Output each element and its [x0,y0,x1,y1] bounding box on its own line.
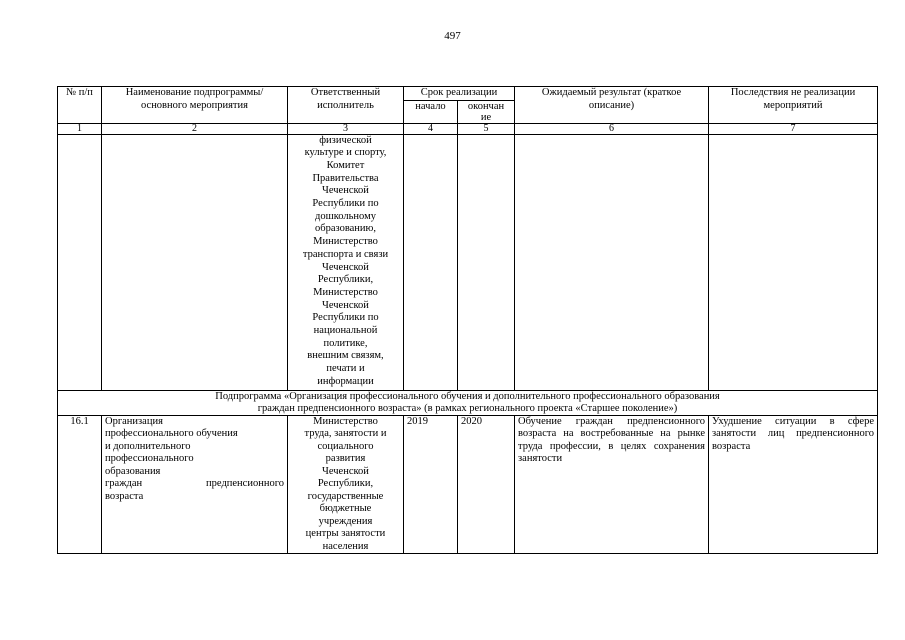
header-term: Срок реализации [404,87,515,101]
cont-start-cell [404,134,458,390]
name-line: образования [105,465,161,477]
row-executor [288,415,404,554]
cont-end-cell [458,134,515,390]
page-number: 497 [444,30,461,42]
header-result: Ожидаемый результат (краткое описание) [515,87,709,124]
row-num: 16.1 [58,415,102,554]
column-number: 3 [288,123,404,134]
executor-line: бюджетные [319,503,372,514]
column-number: 4 [404,123,458,134]
executor-line: социального [317,440,374,452]
cont-num-cell [58,134,102,390]
header-num: № п/п [58,87,102,124]
executor-line: политике, [323,337,368,349]
row-start-year: 2019 [404,415,458,554]
executor-line: печати и [326,363,365,375]
subprogram-row [58,390,878,415]
executor-line: Министерство [313,236,378,248]
name-line: граждан предпенсионного [105,478,284,489]
executor-line: дошкольному [315,210,376,222]
column-number: 5 [458,123,515,134]
executor-line: Министерство [313,286,378,298]
header-end-line: окончан [467,100,505,112]
executor-line: Чеченской [322,465,369,477]
subprogram-title-line: Подпрограмма «Организация профессионального обучения и дополнительного профессионального образования [215,390,720,402]
executor-line: образованию, [314,223,377,235]
executor-line: Комитет [326,159,365,171]
name-line: профессионального обучения [105,428,238,439]
executor-line: национальной [313,325,378,337]
executor-line: внешним связям, [307,350,384,362]
cont-executor-cell [288,134,404,390]
name-line: и дополнительного [105,440,191,452]
executor-line: физической [319,134,372,146]
cont-result-cell [515,134,709,390]
executor-line: Чеченской [322,299,369,311]
table-row [58,415,878,554]
name-line: возраста [105,490,144,502]
name-line: профессионального [105,453,194,464]
header-name: Наименование подпрограммы/ основного мероприятия [102,87,288,124]
subprogram-title [58,390,878,415]
cont-name-cell [102,134,288,390]
executor-line: населения [322,540,369,552]
executor-line: транспорта и связи [302,248,389,260]
executor-line: труда, занятости и [304,428,387,439]
executor-line: Республики, [317,274,374,286]
row-name [102,415,288,554]
continuation-row [58,134,878,390]
column-number: 6 [515,123,709,134]
column-number: 7 [709,123,878,134]
header-end [458,100,515,123]
executor-line: развития [325,453,366,464]
executor-line: государственные [307,490,384,502]
row-result: Обучение граждан предпенсионного возраста на востребованные на рынке труда профессии, в целях сохранения занятости [515,415,709,554]
row-consequences: Ухудшение ситуации в сфере занятости лиц предпенсионного возраста [709,415,878,554]
executor-line: Республики по [312,198,379,210]
executor-line: Чеченской [322,185,369,197]
executor-line: Республики по [312,312,379,324]
executor-line: Правительства [312,172,379,184]
executor-line: Министерство [313,415,378,427]
header-executor: Ответственный исполнитель [288,87,404,124]
executor-line: информации [317,375,374,387]
column-number: 1 [58,123,102,134]
subprogram-title-line: граждан предпенсионного возраста» (в рамках регионального проекта «Старшее поколение») [257,402,678,414]
row-end-year: 2020 [458,415,515,554]
executor-line: центры занятости [305,528,386,539]
name-line: Организация [105,415,163,427]
cont-consequences-cell [709,134,878,390]
measures-table [57,86,878,554]
column-numbers-row [58,123,878,134]
executor-line: учреждения [318,515,373,527]
header-end-line: ие [480,111,492,123]
executor-line: Чеченской [322,261,369,273]
executor-line: культуре и спорту, [304,147,387,159]
header-start: начало [404,100,458,123]
executor-line: Республики, [317,478,374,489]
header-consequences: Последствия не реализации мероприятий [709,87,878,124]
column-number: 2 [102,123,288,134]
